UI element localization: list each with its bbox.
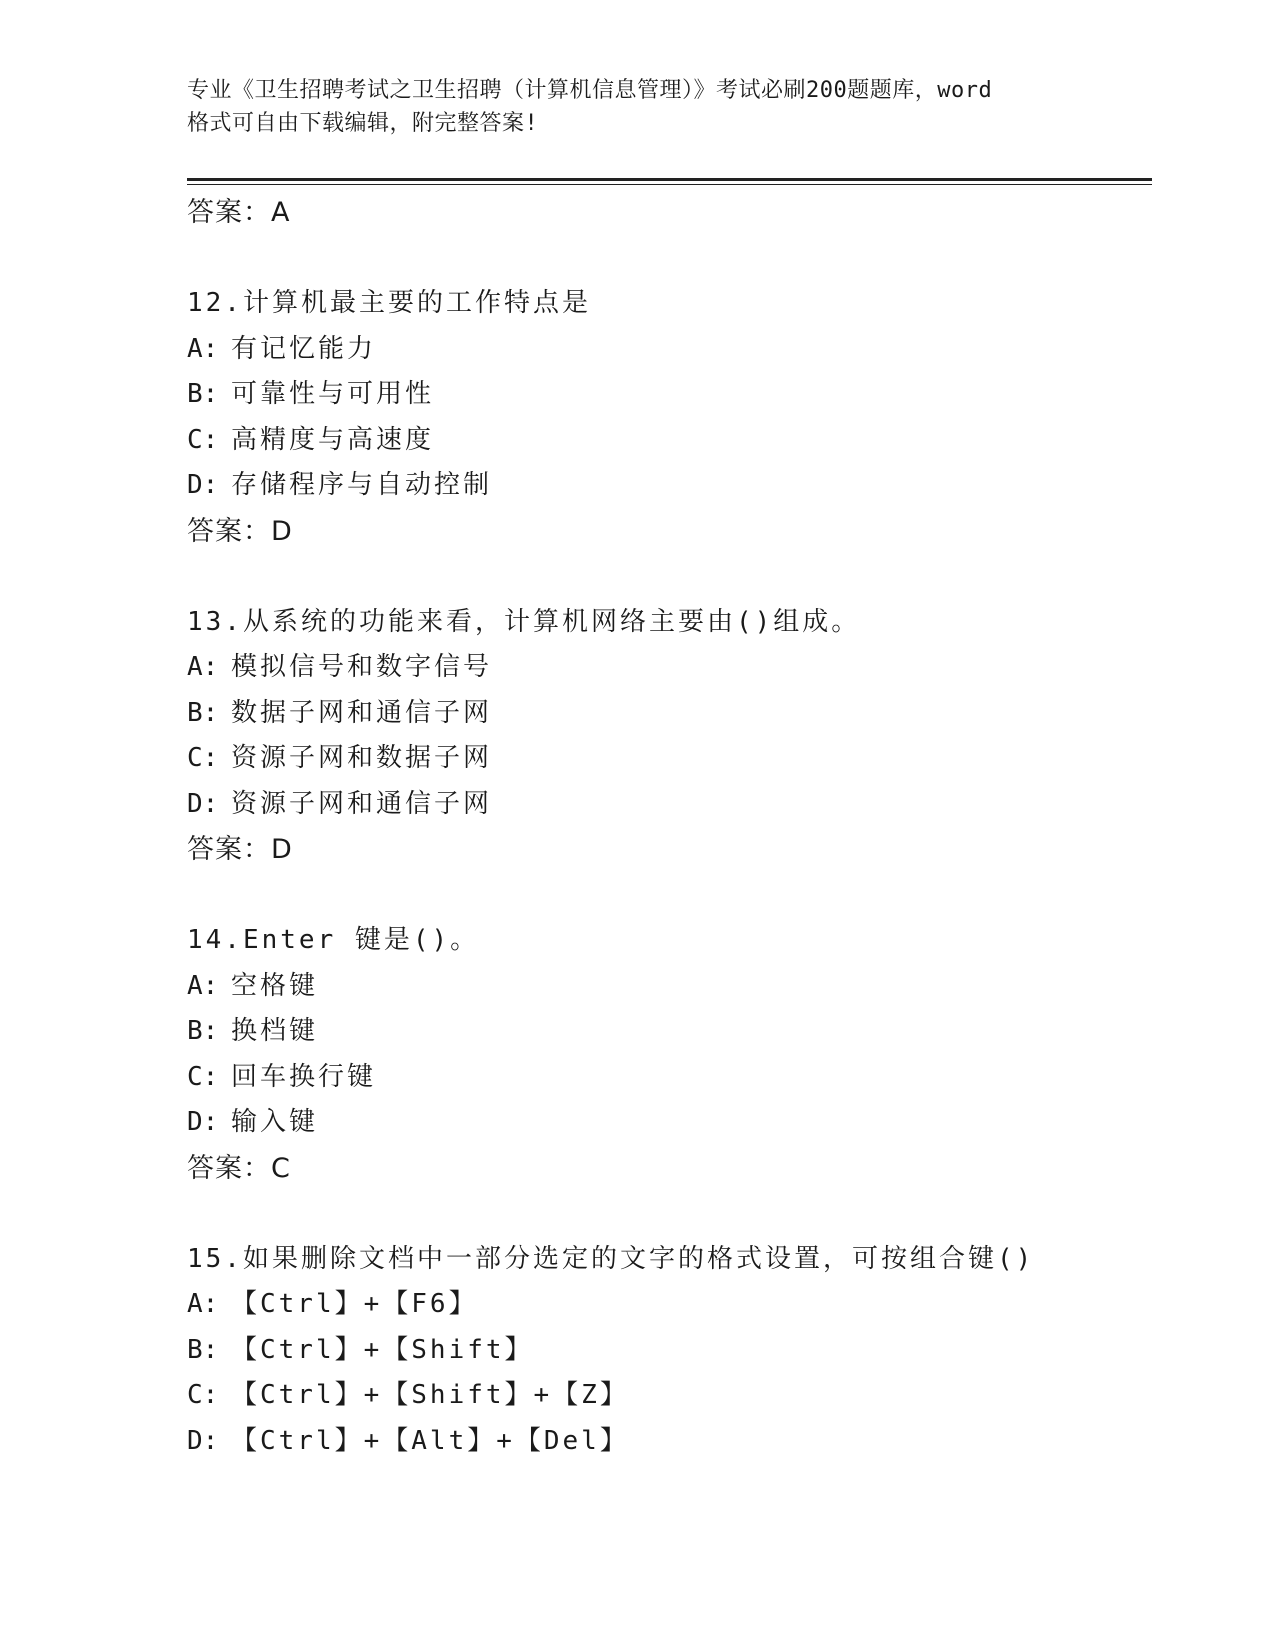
header-divider-thick bbox=[187, 178, 1152, 181]
spacer bbox=[187, 872, 1152, 918]
option-text: 输入键 bbox=[231, 1107, 319, 1137]
option-text: 资源子网和数据子网 bbox=[231, 743, 493, 773]
option-text: 回车换行键 bbox=[231, 1061, 377, 1092]
option-d bbox=[187, 1100, 1152, 1146]
option-b bbox=[187, 1328, 1152, 1374]
option-a bbox=[187, 327, 1152, 373]
option-text: 资源子网和通信子网 bbox=[231, 788, 493, 819]
option-b bbox=[187, 1009, 1152, 1055]
question-block bbox=[187, 600, 1152, 873]
option-key: D: bbox=[187, 470, 219, 500]
answer-line: 答案：A bbox=[187, 197, 291, 228]
option-b bbox=[187, 691, 1152, 737]
option-c bbox=[187, 736, 1152, 782]
option-key: D: bbox=[187, 788, 219, 819]
option-key: D: bbox=[187, 1107, 219, 1137]
answer-line: 答案：D bbox=[187, 834, 293, 865]
option-text: 高精度与高速度 bbox=[231, 424, 435, 455]
spacer bbox=[187, 1191, 1152, 1237]
option-key: A: bbox=[187, 652, 219, 682]
question-block bbox=[187, 281, 1152, 554]
option-key: A: bbox=[187, 970, 219, 1001]
option-key: A: bbox=[187, 1289, 219, 1319]
option-text: 存储程序与自动控制 bbox=[231, 470, 493, 500]
option-d bbox=[187, 463, 1152, 509]
question-block bbox=[187, 918, 1152, 1191]
question-stem: 13.从系统的功能来看，计算机网络主要由()组成。 bbox=[187, 606, 861, 637]
option-a bbox=[187, 1282, 1152, 1328]
document-page bbox=[187, 0, 1152, 1650]
header-line-2: 格式可自由下载编辑，附完整答案! bbox=[187, 111, 539, 136]
option-c bbox=[187, 1055, 1152, 1101]
spacer bbox=[187, 554, 1152, 600]
option-text: 可靠性与可用性 bbox=[231, 379, 435, 409]
option-text: 模拟信号和数字信号 bbox=[231, 652, 493, 682]
question-block bbox=[187, 1237, 1152, 1465]
option-key: C: bbox=[187, 1061, 219, 1092]
document-header bbox=[187, 74, 1087, 140]
option-key: D: bbox=[187, 1425, 219, 1456]
question-stem: 15.如果删除文档中一部分选定的文字的格式设置，可按组合键() bbox=[187, 1243, 1035, 1274]
header-line-1: 专业《卫生招聘考试之卫生招聘（计算机信息管理）》考试必刷200题题库，word bbox=[187, 78, 993, 103]
option-text: 换档键 bbox=[231, 1016, 319, 1046]
option-text: 【Ctrl】+【F6】 bbox=[231, 1289, 478, 1319]
option-key: B: bbox=[187, 1334, 219, 1365]
option-text: 数据子网和通信子网 bbox=[231, 697, 493, 728]
option-d bbox=[187, 1419, 1152, 1465]
answer-line: 答案：D bbox=[187, 515, 293, 547]
option-text: 【Ctrl】+【Shift】 bbox=[231, 1334, 534, 1365]
option-b bbox=[187, 372, 1152, 418]
answer-line: 答案：C bbox=[187, 1152, 291, 1184]
option-c bbox=[187, 1373, 1152, 1419]
option-text: 空格键 bbox=[231, 970, 319, 1001]
option-key: C: bbox=[187, 1380, 219, 1410]
spacer bbox=[187, 235, 1152, 281]
option-text: 【Ctrl】+【Alt】+【Del】 bbox=[231, 1425, 629, 1456]
option-c bbox=[187, 418, 1152, 464]
option-key: B: bbox=[187, 1016, 219, 1046]
option-a bbox=[187, 645, 1152, 691]
option-a bbox=[187, 964, 1152, 1010]
question-list bbox=[187, 190, 1152, 1464]
option-key: A: bbox=[187, 333, 219, 364]
question-stem: 14.Enter 键是()。 bbox=[187, 925, 480, 955]
question-stem: 12.计算机最主要的工作特点是 bbox=[187, 288, 591, 318]
option-key: C: bbox=[187, 743, 219, 773]
header-divider-thin bbox=[187, 184, 1152, 185]
option-d bbox=[187, 782, 1152, 828]
option-key: C: bbox=[187, 424, 219, 455]
option-text: 有记忆能力 bbox=[231, 333, 377, 364]
option-text: 【Ctrl】+【Shift】+【Z】 bbox=[231, 1380, 629, 1410]
option-key: B: bbox=[187, 379, 219, 409]
option-key: B: bbox=[187, 697, 219, 728]
